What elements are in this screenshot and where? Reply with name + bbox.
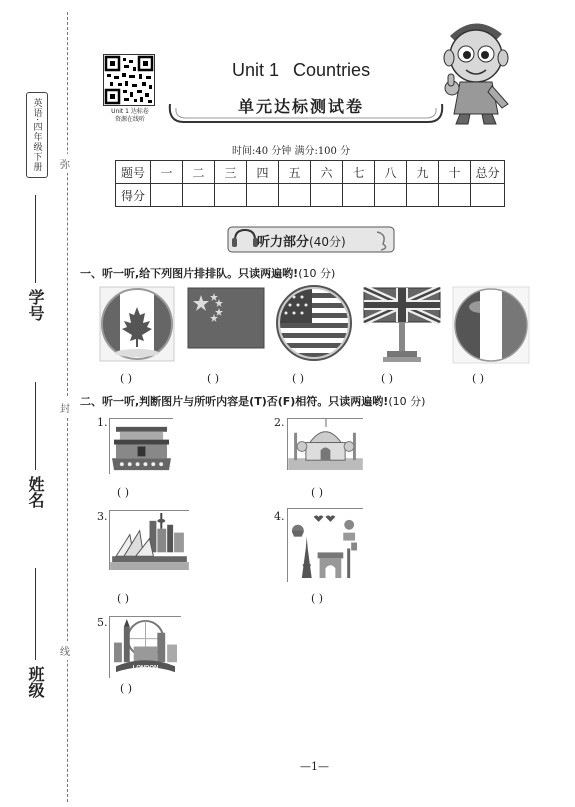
score-cell[interactable]: [151, 184, 183, 207]
unit-label: Unit 1: [232, 60, 280, 80]
exam-subtitle: 单元达标测试卷: [238, 97, 365, 116]
answer-blank-q2-5[interactable]: ( ): [120, 682, 133, 695]
question-2-text: 二、听一听,判断图片与所听内容是(T)否(F)相符。只读两遍哟!: [80, 395, 389, 408]
score-cell[interactable]: [439, 184, 471, 207]
listening-score: (40分): [309, 235, 346, 249]
paris-landmarks-icon: [287, 508, 363, 582]
mascot-icon: [430, 16, 520, 126]
score-cell[interactable]: [343, 184, 375, 207]
score-header-cell: 八: [375, 161, 407, 184]
qr-caption: [95, 108, 165, 124]
seal-mark-xian: 线: [60, 641, 70, 660]
taj-mahal-icon: [287, 418, 363, 470]
qr-caption-line1: Unit 1 达标卷: [111, 108, 149, 115]
answer-blank-5[interactable]: ( ): [472, 372, 485, 385]
seal-mark-feng: 封: [60, 398, 70, 417]
score-cell[interactable]: [279, 184, 311, 207]
question-1-text: 一、听一听,给下列图片排排队。只读两遍哟!: [80, 267, 299, 280]
score-cell[interactable]: [407, 184, 439, 207]
student-name-label: 姓名: [26, 476, 45, 508]
score-header-cell: 总分: [471, 161, 505, 184]
canada-flag-icon: [98, 285, 176, 363]
question-2-points: (10 分): [388, 395, 426, 408]
score-table-score-row: [116, 184, 505, 207]
qr-caption-line2: 资源在线听: [114, 116, 145, 123]
score-header-cell: 题号: [116, 161, 151, 184]
item-number: 1.: [97, 416, 108, 429]
score-header-cell: 四: [247, 161, 279, 184]
binding-margin: [0, 0, 80, 807]
answer-blank-4[interactable]: ( ): [381, 372, 394, 385]
answer-blank-q2-4[interactable]: ( ): [311, 592, 324, 605]
question-1-points: (10 分): [298, 267, 336, 280]
score-header-cell: 三: [215, 161, 247, 184]
score-header-cell: 五: [279, 161, 311, 184]
seal-mark-mi: 弥: [60, 154, 70, 173]
answer-blank-q2-1[interactable]: ( ): [117, 486, 130, 499]
student-number-line[interactable]: [35, 195, 36, 283]
score-cell[interactable]: [215, 184, 247, 207]
qr-code[interactable]: [103, 54, 155, 106]
score-header-cell: 九: [407, 161, 439, 184]
china-flag-icon: [187, 287, 265, 349]
answer-blank-1[interactable]: ( ): [120, 372, 133, 385]
london-landmarks-icon: [109, 616, 181, 678]
listening-section-title: [257, 231, 346, 250]
class-line[interactable]: [35, 568, 36, 660]
france-flag-icon: [451, 285, 531, 365]
unit-title: [232, 60, 370, 81]
score-cell[interactable]: [311, 184, 343, 207]
score-header-cell: 十: [439, 161, 471, 184]
exam-info: 时间:40 分钟 满分:100 分: [232, 146, 351, 157]
score-header-cell: 二: [183, 161, 215, 184]
student-number-field[interactable]: [24, 195, 47, 321]
score-cell[interactable]: [183, 184, 215, 207]
answer-blank-2[interactable]: ( ): [207, 372, 220, 385]
score-cell[interactable]: [247, 184, 279, 207]
item-number: 4.: [274, 510, 285, 523]
item-number: 2.: [274, 416, 285, 429]
student-name-field[interactable]: [24, 382, 47, 508]
answer-blank-q2-2[interactable]: ( ): [311, 486, 324, 499]
usa-flag-icon: [274, 285, 354, 363]
score-cell[interactable]: [375, 184, 407, 207]
score-header-cell: 一: [151, 161, 183, 184]
grade-tab: [26, 92, 48, 178]
question-2-heading: [80, 393, 425, 409]
class-field[interactable]: [24, 568, 47, 698]
grade-tab-label: 英语·四年级下册: [31, 98, 42, 172]
score-row-label: 得分: [116, 184, 151, 207]
item-number: 3.: [97, 510, 108, 523]
uk-flag-icon: [363, 287, 441, 363]
score-table: [115, 160, 505, 207]
score-table-header-row: [116, 161, 505, 184]
score-header-cell: 六: [311, 161, 343, 184]
score-header-cell: 七: [343, 161, 375, 184]
item-number: 5.: [97, 616, 108, 629]
student-number-label: 学号: [26, 289, 45, 321]
page-number: —1—: [300, 760, 329, 773]
london-label: LONDON: [132, 665, 159, 672]
question-1-heading: [80, 265, 335, 281]
unit-topic: Countries: [293, 60, 371, 80]
sydney-opera-house-icon: [109, 510, 189, 570]
tiananmen-icon: [109, 418, 173, 474]
student-name-line[interactable]: [35, 382, 36, 470]
answer-blank-3[interactable]: ( ): [292, 372, 305, 385]
answer-blank-q2-3[interactable]: ( ): [117, 592, 130, 605]
listening-title: 听力部分: [257, 235, 310, 250]
class-label: 班级: [26, 666, 45, 698]
score-cell[interactable]: [471, 184, 505, 207]
